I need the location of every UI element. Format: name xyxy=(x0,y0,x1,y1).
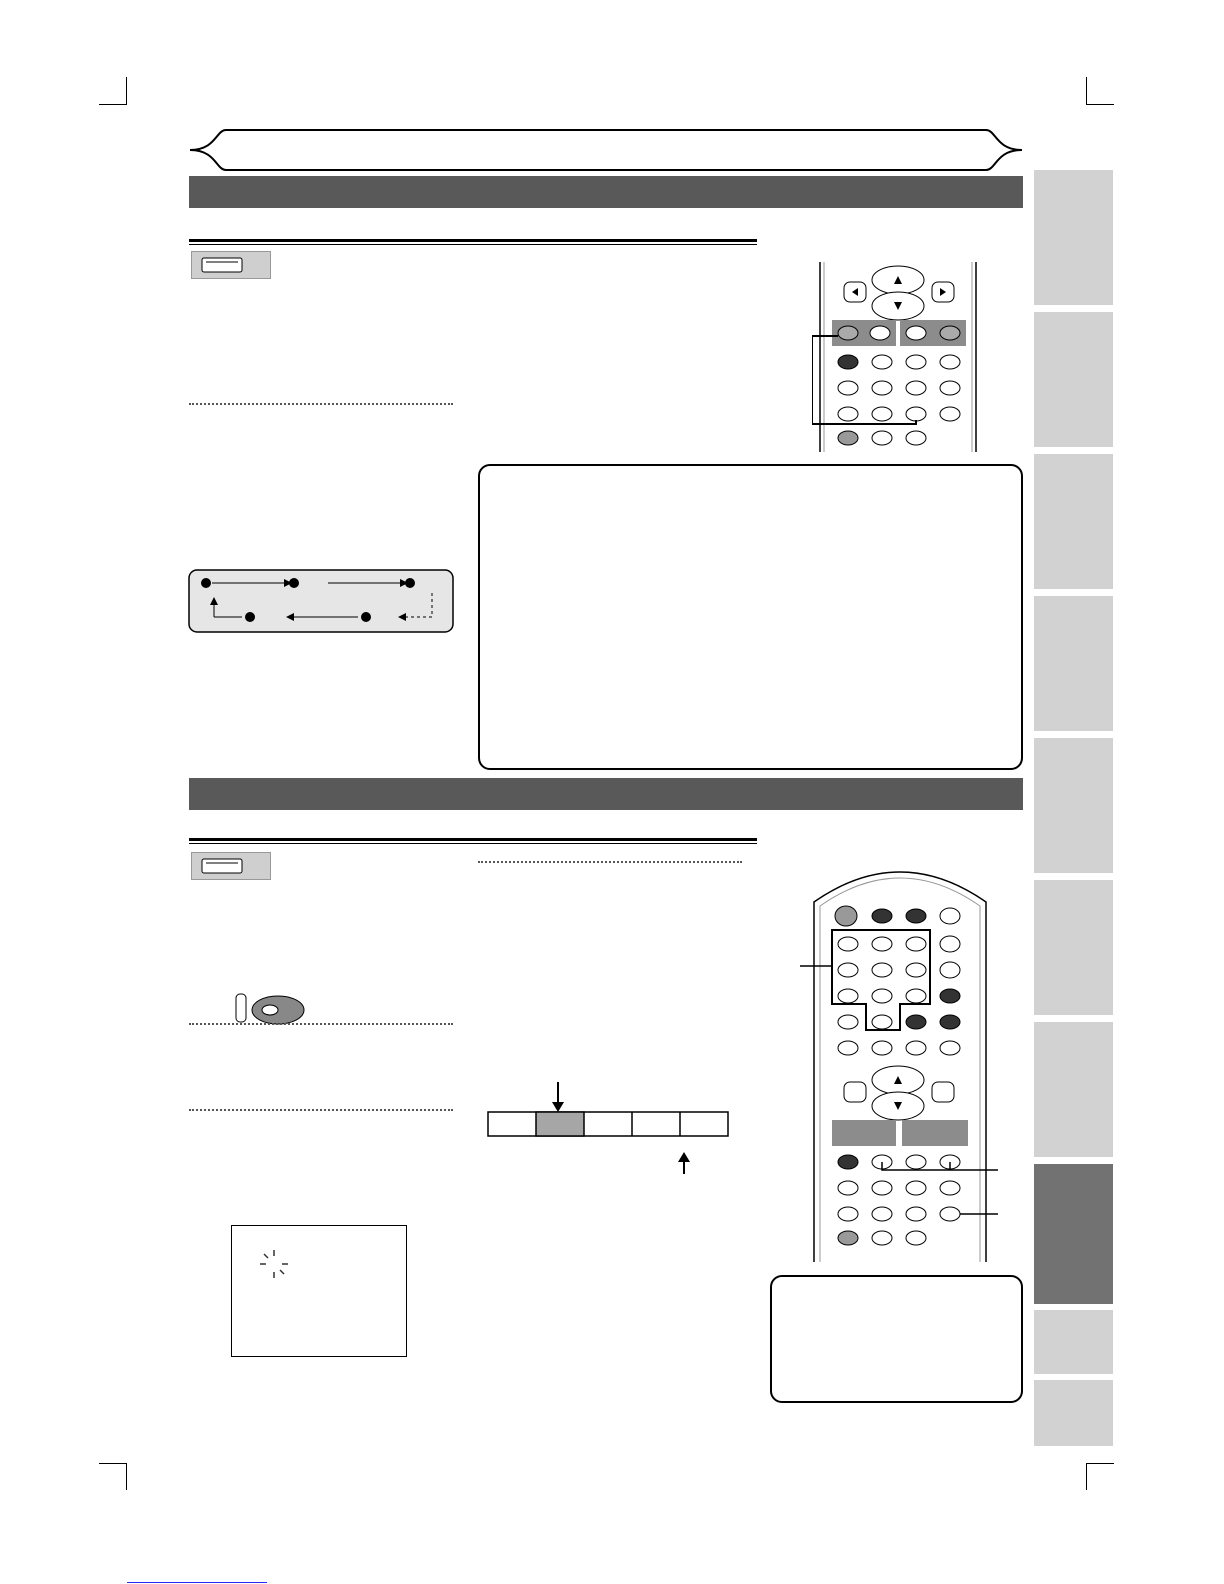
crop-mark xyxy=(1086,77,1087,104)
note-box xyxy=(478,464,1023,770)
side-tab[interactable] xyxy=(1034,1310,1113,1374)
section-title xyxy=(189,182,201,202)
remote-button-icon xyxy=(234,992,306,1026)
section-header-bar xyxy=(189,176,1023,208)
crop-mark xyxy=(1086,1463,1087,1490)
section-header-bar xyxy=(189,778,1023,810)
side-tab[interactable] xyxy=(1034,738,1113,873)
dotted-divider xyxy=(189,1023,453,1025)
crop-mark xyxy=(99,104,127,105)
dotted-divider xyxy=(189,1109,453,1111)
side-tab-active[interactable] xyxy=(1034,1164,1113,1304)
side-tab[interactable] xyxy=(1034,170,1113,305)
tv-screen xyxy=(231,1225,407,1357)
banner-title xyxy=(240,138,970,162)
remote-control-icon xyxy=(812,262,984,452)
side-tab[interactable] xyxy=(1034,1022,1113,1157)
loading-spinner-icon xyxy=(256,1246,296,1286)
crop-mark xyxy=(99,1463,127,1464)
vhs-cassette-icon xyxy=(191,852,271,880)
subsection-rule xyxy=(189,838,757,844)
remote-control-full-icon xyxy=(770,862,1010,1262)
dotted-divider xyxy=(478,861,742,863)
section-title xyxy=(189,784,201,804)
side-tab[interactable] xyxy=(1034,454,1113,589)
crop-mark xyxy=(126,1463,127,1490)
crop-mark xyxy=(1086,1463,1114,1464)
side-tab[interactable] xyxy=(1034,1380,1113,1446)
footer-link-underline[interactable] xyxy=(127,1582,267,1583)
note-box xyxy=(770,1275,1023,1403)
subsection-rule xyxy=(189,239,757,245)
side-tab[interactable] xyxy=(1034,880,1113,1015)
crop-mark xyxy=(1086,104,1114,105)
side-tab[interactable] xyxy=(1034,596,1113,731)
dotted-divider xyxy=(189,403,453,405)
crop-mark xyxy=(126,77,127,104)
cycle-diagram xyxy=(188,569,454,633)
side-tab[interactable] xyxy=(1034,312,1113,447)
vhs-cassette-icon xyxy=(191,251,271,279)
segment-bar-diagram xyxy=(486,1080,730,1178)
